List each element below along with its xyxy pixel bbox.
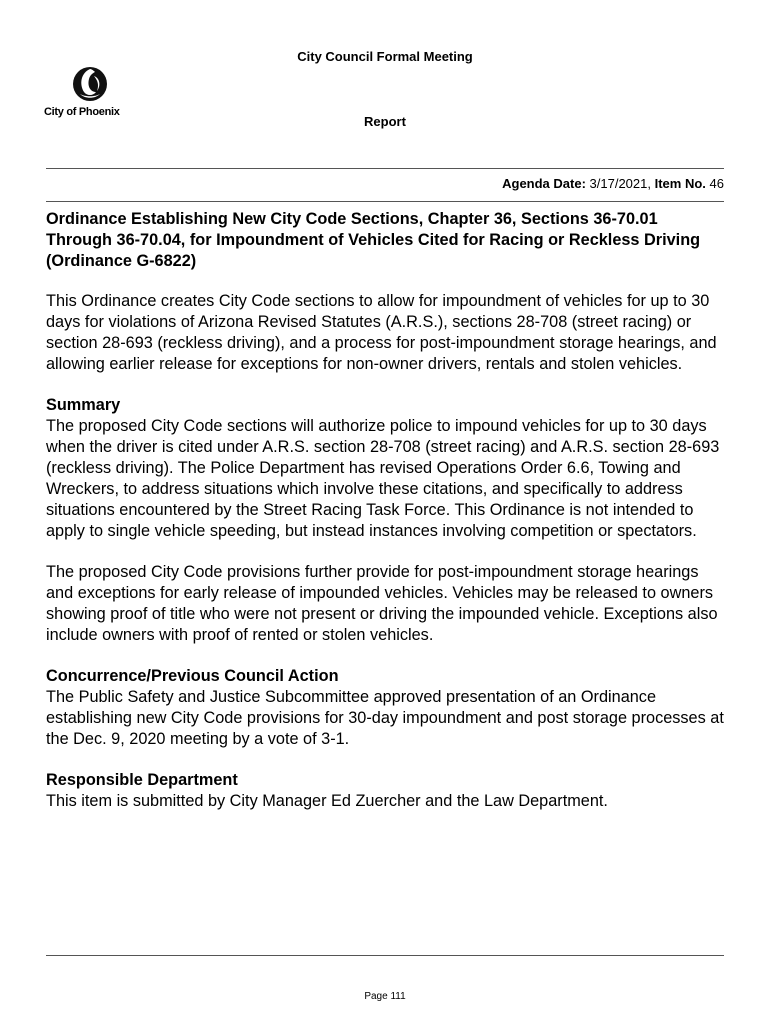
item-number-value: 46 bbox=[709, 176, 724, 191]
department-heading: Responsible Department bbox=[46, 771, 238, 789]
summary-paragraph-2: The proposed City Code provisions further provide for post-impoundment storage hearings and exceptions for early release of impounded vehicles. Vehicles may be released to owners showing proof of title who were not present or driving the impounded vehicle. Exceptions also include owners with proof of rented or stolen vehicles. bbox=[46, 563, 718, 644]
concurrence-paragraph: The Public Safety and Justice Subcommittee approved presentation of an Ordinance establishing new City Code provisions for 30-day impoundment and post storage processes at the Dec. 9, 2020 meeting by a vote of 3-1. bbox=[46, 688, 724, 748]
report-label: Report bbox=[364, 114, 406, 129]
intro-paragraph: This Ordinance creates City Code sections to allow for impoundment of vehicles for up to 30 days for violations of Arizona Revised Statutes (A.R.S.), sections 28-708 (street racing) or section 28-693 (reckless driving), and a process for post-impoundment storage hearings, and allowing earlier release for exceptions for non-owner drivers, rentals and stolen vehicles. bbox=[46, 292, 717, 373]
agenda-date-label: Agenda Date: bbox=[502, 176, 586, 191]
concurrence-heading: Concurrence/Previous Council Action bbox=[46, 667, 339, 685]
department-paragraph: This item is submitted by City Manager Ed Zuercher and the Law Department. bbox=[46, 792, 608, 810]
item-number-label: Item No. bbox=[654, 176, 706, 191]
document-title: Ordinance Establishing New City Code Sections, Chapter 36, Sections 36-70.01 Through 36-70.04, for Impoundment of Vehicles Cited for Racing or Reckless Driving (Ordinance G-6822) bbox=[46, 210, 701, 270]
header-divider bbox=[46, 168, 724, 169]
logo-text: City of Phoenix bbox=[44, 106, 120, 118]
agenda-line bbox=[502, 176, 724, 191]
summary-paragraph-1: The proposed City Code sections will authorize police to impound vehicles for up to 30 days when the driver is cited under A.R.S. section 28-708 (street racing) and A.R.S. section 28-693 (reckless driving). The Police Department has revised Operations Order 6.6, Towing and Wreckers, to address situations which involve these citations, and specifically to address situations encountered by the Street Racing Task Force. This Ordinance is not intended to apply to single vehicle speeding, but instead instances involving competition or spectators. bbox=[46, 417, 720, 540]
page-number: Page 111 bbox=[364, 991, 406, 1002]
meeting-title: City Council Formal Meeting bbox=[297, 49, 473, 64]
footer-divider bbox=[46, 955, 724, 956]
agenda-date-value: 3/17/2021, bbox=[589, 176, 651, 191]
summary-heading: Summary bbox=[46, 396, 121, 414]
phoenix-bird-icon bbox=[70, 64, 110, 104]
document-body bbox=[46, 209, 728, 832]
agenda-divider bbox=[46, 201, 724, 202]
